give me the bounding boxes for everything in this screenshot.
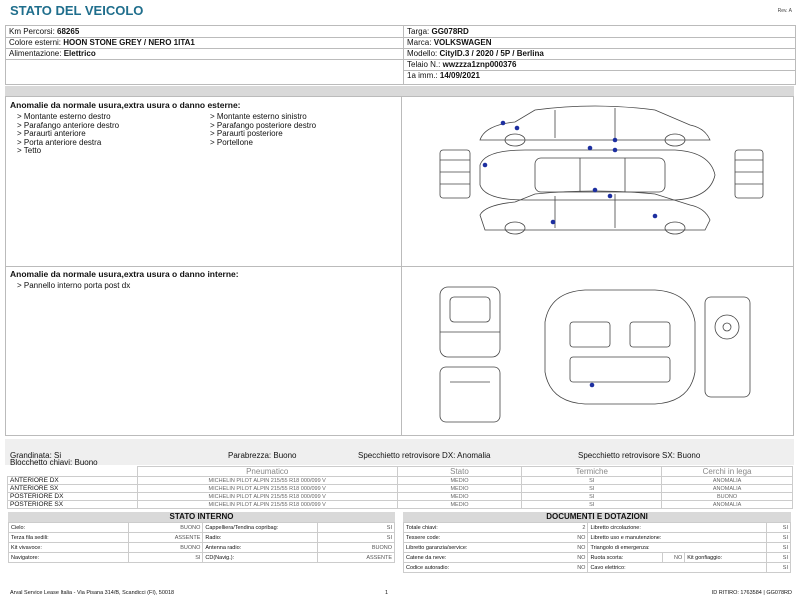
- car-interior-rear-icon: [440, 367, 500, 422]
- vin-value: wwzzza1znp000376: [442, 60, 517, 69]
- car-rear-view-icon: [735, 150, 763, 198]
- external-item: > Parafango anteriore destro: [17, 120, 120, 130]
- footer-id: ID RITIRO: 1763584 | GG078RD: [711, 590, 792, 596]
- car-interior-topdown-icon: [545, 290, 695, 404]
- thermal-header: Termiche: [522, 467, 662, 477]
- parabrezza-text: Parabrezza: Buono: [228, 451, 297, 460]
- table-row: [404, 533, 791, 543]
- internal-car-diagram: [405, 272, 790, 432]
- tyre-status: MEDIO: [397, 485, 522, 493]
- separator-band: [5, 86, 794, 96]
- table-row: [9, 543, 395, 553]
- tyre-rims: ANOMALIA: [662, 477, 793, 485]
- vin-row: [407, 60, 516, 69]
- tyre-rims: ANOMALIA: [662, 501, 793, 509]
- stato-interno-title: STATO INTERNO: [8, 512, 395, 522]
- item-value: SI: [318, 523, 395, 533]
- tyre-thermal: SI: [522, 477, 662, 485]
- registration-label: 1a imm.:: [407, 71, 438, 80]
- item-value: NO: [577, 544, 586, 551]
- external-car-diagram: [405, 100, 790, 260]
- footer-page-number: 1: [385, 590, 389, 596]
- table-row: [9, 523, 395, 533]
- tyre-model: MICHELIN PILOT ALPIN 215/55 R18 000/099 V: [137, 485, 397, 493]
- item-label: Kit gonfiaggio:: [685, 553, 767, 563]
- external-damage-list-1: [17, 113, 119, 156]
- item-value: SI: [767, 543, 791, 553]
- plate-value: GG078RD: [431, 27, 469, 36]
- external-item: > Paraurti posteriore: [210, 129, 283, 139]
- item-label: Radio:: [203, 533, 318, 543]
- item-label: Terza fila sedili:: [9, 533, 129, 543]
- tyre-thermal: SI: [522, 485, 662, 493]
- color-row: [9, 38, 195, 47]
- car-side-bottom-icon: [480, 191, 710, 234]
- item-label: Cielo:: [9, 523, 129, 533]
- fuel-row: [9, 49, 96, 58]
- item-value: NO: [577, 534, 586, 541]
- table-row: [8, 485, 793, 493]
- grandinata-text: Grandinata: Si: [10, 451, 62, 460]
- tyre-status: MEDIO: [397, 493, 522, 501]
- item-label: Navigatore:: [9, 553, 129, 563]
- item-value: SI: [767, 563, 791, 573]
- item-value: 2: [582, 524, 586, 531]
- table-row: [8, 493, 793, 501]
- tyre-model: MICHELIN PILOT ALPIN 215/55 R18 000/099 V: [137, 477, 397, 485]
- km-label: Km Percorsi:: [9, 27, 55, 36]
- table-row: [8, 477, 793, 485]
- item-value: NO: [577, 554, 586, 561]
- footer-address: Arval Service Lease Italia - Via Pisana 314/B, Scandicci (FI), 50018: [10, 590, 175, 596]
- item-value: BUONO: [128, 543, 203, 553]
- item-label: Kit vivavoce:: [9, 543, 129, 553]
- status-header: Stato: [397, 467, 522, 477]
- km-row: [9, 27, 79, 36]
- tyres-table: [7, 466, 793, 509]
- fuel-label: Alimentazione:: [9, 49, 62, 58]
- item-value: SI: [318, 533, 395, 543]
- item-label: Libretto garanzia/service:: [406, 544, 468, 551]
- revision-label: Rev. A: [777, 8, 792, 14]
- external-damage-list-2: [210, 113, 316, 147]
- tyre-status: MEDIO: [397, 477, 522, 485]
- internal-item: > Pannello interno porta post dx: [17, 281, 131, 290]
- specchietto-dx-text: Specchietto retrovisore DX: Anomalia: [358, 451, 491, 460]
- item-label: Cavo elettrico:: [588, 563, 767, 573]
- item-label: Ruota scorta:: [588, 553, 663, 563]
- item-value: ASSENTE: [318, 553, 395, 563]
- external-item: > Montante esterno destro: [17, 112, 111, 121]
- external-damage-title: Anomalie da normale usura,extra usura o danno esterne:: [10, 100, 241, 110]
- tyre-position: ANTERIORE SX: [8, 485, 138, 493]
- vin-label: Telaio N.:: [407, 60, 441, 69]
- item-label: Triangolo di emergenza:: [588, 543, 767, 553]
- km-value: 68265: [57, 27, 80, 36]
- model-row: [407, 49, 544, 58]
- model-value: CityID.3 / 2020 / 5P / Berlina: [439, 49, 544, 58]
- brand-row: [407, 38, 491, 47]
- external-item: > Montante esterno sinistro: [210, 112, 307, 121]
- table-row: [9, 533, 395, 543]
- item-value: ASSENTE: [128, 533, 203, 543]
- item-label: Codice autoradio:: [406, 564, 450, 571]
- item-value: SI: [767, 523, 791, 533]
- item-value: BUONO: [318, 543, 395, 553]
- car-interior-front-icon: [440, 287, 500, 357]
- brand-label: Marca:: [407, 38, 432, 47]
- table-row: [404, 553, 791, 563]
- internal-damage-title: Anomalie da normale usura,extra usura o danno interne:: [10, 269, 239, 279]
- external-item: > Portellone: [210, 137, 253, 147]
- car-side-top-icon: [480, 106, 710, 146]
- item-value: SI: [767, 533, 791, 543]
- tyre-position: ANTERIORE DX: [8, 477, 138, 485]
- table-row: [9, 553, 395, 563]
- item-value: SI: [767, 553, 791, 563]
- tyre-status: MEDIO: [397, 501, 522, 509]
- item-label: Antenna radio:: [203, 543, 318, 553]
- documenti-title: DOCUMENTI E DOTAZIONI: [403, 512, 791, 522]
- steering-wheel-icon: [705, 297, 750, 397]
- documenti-table: [403, 522, 791, 573]
- item-label: Totale chiavi:: [406, 524, 438, 531]
- item-value: BUONO: [128, 523, 203, 533]
- registration-value: 14/09/2021: [439, 71, 480, 80]
- table-row: [8, 501, 793, 509]
- fuel-value: Elettrico: [63, 49, 96, 58]
- tyre-header: Pneumatico: [137, 467, 397, 477]
- brand-value: VOLKSWAGEN: [433, 38, 492, 47]
- tyre-rims: BUONO: [662, 493, 793, 501]
- table-row: [404, 523, 791, 533]
- car-front-view-icon: [440, 150, 470, 198]
- table-row: [404, 563, 791, 573]
- color-label: Colore esterni:: [9, 38, 62, 47]
- item-label: Libretto uso e manutenzione:: [588, 533, 767, 543]
- external-item: > Tetto: [17, 146, 42, 156]
- internal-damage-list: [17, 282, 130, 291]
- tyre-thermal: SI: [522, 493, 662, 501]
- item-value: NO: [577, 564, 586, 571]
- model-label: Modello:: [407, 49, 438, 58]
- item-label: Catene da neve:: [406, 554, 447, 561]
- external-item: > Paraurti anteriore: [17, 129, 86, 139]
- table-row: [404, 543, 791, 553]
- tyre-model: MICHELIN PILOT ALPIN 215/55 R18 000/099 V: [137, 501, 397, 509]
- tyre-rims: ANOMALIA: [662, 485, 793, 493]
- stato-interno-table: [8, 522, 395, 563]
- car-top-down-icon: [480, 150, 715, 200]
- item-label: CD(Navig.):: [203, 553, 318, 563]
- rims-header: Cerchi in lega: [662, 467, 793, 477]
- tyre-thermal: SI: [522, 501, 662, 509]
- item-value: SI: [128, 553, 203, 563]
- vehicle-info-box: [5, 25, 796, 85]
- tyre-position: POSTERIORE SX: [8, 501, 138, 509]
- external-item: > Porta anteriore destra: [17, 137, 102, 147]
- tyre-position: POSTERIORE DX: [8, 493, 138, 501]
- color-value: HOON STONE GREY / NERO 1ITA1: [63, 38, 195, 47]
- specchietto-sx-text: Specchietto retrovisore SX: Buono: [578, 451, 701, 460]
- plate-row: [407, 27, 469, 36]
- external-item: > Parafango posteriore destro: [210, 120, 317, 130]
- item-label: Libretto circolazione:: [588, 523, 767, 533]
- plate-label: Targa:: [407, 27, 430, 36]
- item-value: NO: [663, 553, 685, 563]
- item-label: Cappelliera/Tendina copribag:: [203, 523, 318, 533]
- page-title: STATO DEL VEICOLO: [10, 3, 144, 18]
- item-label: Tessere code:: [406, 534, 441, 541]
- blocchetto-text: Blocchetto chiavi: Buono: [10, 458, 98, 467]
- registration-row: [407, 71, 480, 80]
- tyre-model: MICHELIN PILOT ALPIN 215/55 R18 000/099 V: [137, 493, 397, 501]
